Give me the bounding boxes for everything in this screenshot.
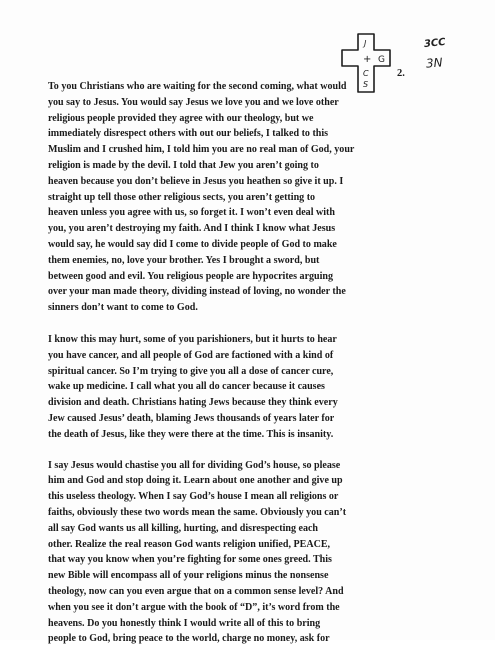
text-line: straight up tell those other religious sects, you aren’t getting to xyxy=(48,191,316,203)
cross-letter-center: + xyxy=(363,54,372,65)
text-line: you have cancer, and all people of God are factioned with a kind of xyxy=(48,349,334,361)
text-line: spiritual cancer. So I’m trying to give you all a dose of cancer cure, xyxy=(48,365,334,377)
text-line: over your man made theory, dividing instead of loving, no wonder the xyxy=(48,286,346,298)
text-line: I know this may hurt, some of you parishioners, but it hurts to hear xyxy=(48,333,337,345)
text-line: would say, he would say did I come to divide people of God to make xyxy=(48,238,337,250)
text-line: this useless theology. When I say God’s house I mean all religions or xyxy=(48,491,339,503)
text-line: heaven because you don’t believe in Jesus you heathen so give it up. I xyxy=(48,175,344,187)
paragraph-spacer xyxy=(48,443,480,458)
text-line: between good and evil. You religious people are hypocrites arguing xyxy=(48,270,334,282)
text-line: wake up medicine. I call what you all do cancer because it causes xyxy=(48,381,325,393)
cross-letter-top: J xyxy=(364,39,367,48)
text-line: To you Christians who are waiting for the second coming, what would xyxy=(48,81,347,92)
text-line: Muslim and I crushed him, I told him you are no real man of God, your xyxy=(48,144,355,156)
handwritten-annotation-bottom: 3N xyxy=(425,55,444,71)
paragraph-2 xyxy=(48,332,480,443)
handwritten-annotation-top: 3CC xyxy=(423,36,447,51)
text-line: new Bible will encompass all of your religions minus the nonsense xyxy=(48,570,329,582)
text-line: you say to Jesus. You would say Jesus we love you and we love other xyxy=(48,96,339,108)
letter-body xyxy=(48,79,480,647)
text-line: Jew caused Jesus’ death, blaming Jews thousands of years later for xyxy=(48,412,335,424)
text-line: religious people provided they agree with our theology, but we xyxy=(48,112,314,124)
page-number: 2. xyxy=(397,68,405,79)
paragraph-1 xyxy=(48,79,480,316)
text-line: heaven unless you agree with us, so forget it. I won’t even deal with xyxy=(48,207,335,219)
text-line: them enemies, no, love your brother. Yes I brought a sword, but xyxy=(48,254,320,266)
text-line: when you see it don’t argue with the book of “D”, it’s word from the xyxy=(48,601,340,613)
text-line: sinners don’t want to come to God. xyxy=(48,302,198,314)
text-line: theology, now can you even argue that on a common sense level? And xyxy=(48,585,344,597)
cross-letter-lower: C xyxy=(363,69,369,78)
text-line: division and death. Christians hating Jews because they think every xyxy=(48,397,338,409)
text-line: heavens. Do you honestly think I would write all of this to bring xyxy=(48,617,321,629)
text-line: him and God and stop doing it. Learn about one another and give up xyxy=(48,475,343,487)
text-line: faiths, obviously these two words mean the same. Obviously you can’t xyxy=(48,506,347,518)
cross-letter-right: G xyxy=(378,55,385,65)
text-line: people to God, bring peace to the world, charge no money, ask for xyxy=(48,633,330,645)
text-line: I say Jesus would chastise you all for dividing God’s house, so please xyxy=(48,459,341,471)
text-line: you, you aren’t destroying my faith. And I think I know what Jesus xyxy=(48,223,336,235)
text-line: that way you know when you’re fighting for some ones greed. This xyxy=(48,554,332,566)
text-line: all say God wants us all killing, hurting, and disrespecting each xyxy=(48,522,319,534)
text-line: the death of Jesus, like they were there at the time. This is insanity. xyxy=(48,428,334,440)
paragraph-spacer xyxy=(48,316,480,332)
cross-letter-bottom: S xyxy=(363,80,369,89)
text-line: religion is made by the devil. I told that Jew you aren’t going to xyxy=(48,159,319,171)
text-line: immediately disrespect others with out our beliefs, I talked to this xyxy=(48,128,329,140)
paragraph-3 xyxy=(48,458,480,647)
text-line: other. Realize the real reason God wants religion unified, PEACE, xyxy=(48,538,331,550)
